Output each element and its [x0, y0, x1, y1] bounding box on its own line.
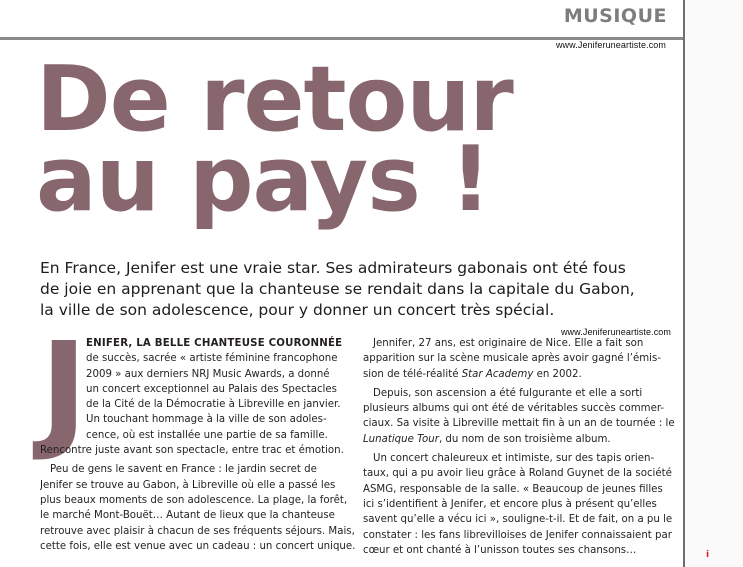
text-line: Un touchant hommage à la ville de son adoles-	[86, 414, 327, 426]
article-column-left	[40, 316, 358, 554]
show-title: Star Academy	[461, 368, 534, 380]
lede-line: la ville de son adolescence, pour y donner un concert très spécial.	[40, 301, 555, 319]
page-margin	[685, 0, 743, 567]
text-line: ciaux. Sa visite à Libreville mettait fin à un an de tournée : le	[363, 418, 675, 430]
text-line: Jenifer se trouve au Gabon, à Libreville où elle a passé les	[40, 479, 336, 491]
headline	[36, 47, 513, 232]
headline-line-1: De retour	[36, 47, 513, 152]
text-line: cette fois, elle est venue avec un cadeau : un concert unique.	[40, 540, 356, 552]
page-marker: i	[706, 550, 710, 560]
text-line: retrouve avec plaisir à chacun de ses fréquents séjours. Mais,	[40, 525, 355, 537]
headline-line-2: au pays !	[36, 127, 491, 232]
text-line: Rencontre juste avant son spectacle, entre trac et émotion.	[40, 445, 344, 457]
text-line: Peu de gens le savent en France : le jardin secret de	[50, 464, 317, 476]
text-line: 2009 » aux derniers NRJ Music Awards, a donné	[86, 368, 330, 380]
watermark-mid: www.Jeniferuneartiste.com	[560, 327, 671, 337]
text-line: Lunatique Tour, du nom de son troisième album.	[363, 433, 611, 445]
text-line: Un concert chaleureux et intimiste, sur des tapis orien-	[373, 453, 655, 465]
text-line: taux, qui a pu avoir lieu grâce à Roland Guynet de la société	[363, 468, 672, 480]
page-edge-rule	[683, 0, 685, 567]
text-line: ici s’identifient à Jenifer, et encore plus à présent qu’elles	[363, 498, 657, 510]
drop-cap: J	[40, 316, 88, 465]
text-line: plus beaux moments de son adolescence. La plage, la forêt,	[40, 494, 348, 506]
lede	[40, 258, 680, 321]
text-line: cœur et ont chanté à l’unisson toutes ses chansons…	[363, 544, 637, 556]
text-line: Jennifer, 27 ans, est originaire de Nice. Elle a fait son	[373, 338, 644, 349]
text-line: apparition sur la scène musicale après avoir gagné l’émis-	[363, 353, 661, 365]
text-line: constater : les fans librevilloises de Jenifer connaissaient par	[363, 529, 672, 541]
text-line: de la Cité de la Démocratie à Libreville en janvier.	[86, 399, 341, 411]
text-line: sion de télé-réalité Star Academy en 2002.	[363, 368, 582, 380]
text-line: de succès, sacrée « artiste féminine francophone	[86, 353, 338, 365]
lede-line: En France, Jenifer est une vraie star. Ses admirateurs gabonais ont été fous	[40, 259, 626, 277]
text-line: savent qu’elle a vécu ici », souligne-t-il. Et de fait, on a pu le	[363, 514, 673, 526]
text-line: Depuis, son ascension a été fulgurante et elle a sorti	[373, 387, 643, 399]
text-line: cence, où est installée une partie de sa famille.	[86, 429, 328, 441]
article-column-right	[363, 336, 677, 558]
tour-title: Lunatique Tour	[363, 433, 439, 445]
lead-in: ENIFER, LA BELLE CHANTEUSE COURONNÉE	[86, 338, 343, 349]
lede-line: de joie en apprenant que la chanteuse se rendait dans la capitale du Gabon,	[40, 280, 635, 298]
text-line: le marché Mont-Bouët… Autant de lieux que la chanteuse	[40, 510, 335, 522]
text-line: ASMG, responsable de la salle. « Beaucoup de jeunes filles	[363, 483, 663, 495]
text-line: un concert exceptionnel au Palais des Spectacles	[86, 383, 337, 395]
text-line: plusieurs albums qui ont été de véritables succès commer-	[363, 403, 665, 415]
watermark-top: www.Jeniferuneartiste.com	[555, 40, 666, 50]
section-label: MUSIQUE	[563, 5, 667, 27]
